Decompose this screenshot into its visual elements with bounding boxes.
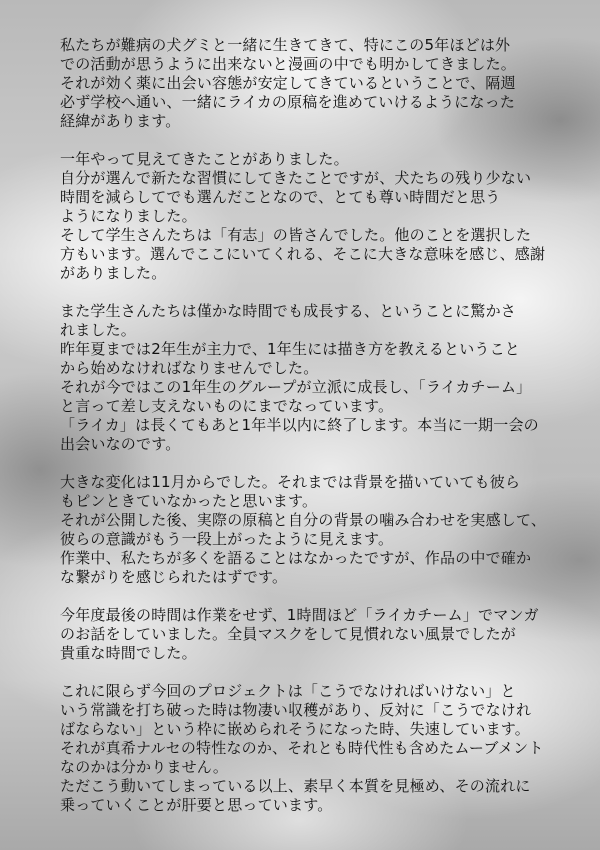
text-line: 私たちが難病の犬グミと一緒に生きてきて、特にこの5年ほどは外 (60, 36, 511, 54)
text-line: から始めなければなりませんでした。 (60, 359, 319, 377)
text-line: 方もいます。選んでここにいてくれる、そこに大きな意味を感じ、感謝 (60, 245, 546, 263)
paragraph (60, 302, 560, 454)
text-line: 乗っていくことが肝要と思っています。 (60, 796, 333, 814)
text-line: 彼らの意識がもう一段上がったように見えます。 (60, 530, 394, 548)
text-line: 「ライカ」は長くてもあと1年半以内に終了します。本当に一期一会の (60, 416, 539, 434)
paragraph (60, 473, 560, 587)
text-line: 今年度最後の時間は作業をせず、1時間ほど「ライカチーム」でマンガ (60, 606, 539, 624)
text-line: がありました。 (60, 264, 167, 282)
text-line: それが真希ナルセの特性なのか、それとも時代性も含めたムーブメント (60, 739, 544, 757)
text-line: のお話をしていました。全員マスクをして見慣れない風景でしたが (60, 625, 517, 643)
text-line: での活動が思うように出来ないと漫画の中でも明かしてきました。 (60, 55, 517, 73)
text-line: ようになりました。 (60, 207, 197, 225)
text-line: ただこう動いてしまっている以上、素早く本質を見極め、その流れに (60, 777, 531, 795)
text-line: また学生さんたちは僅かな時間でも成長する、ということに驚かさ (60, 302, 517, 320)
text-line: 時間を減らしてでも選んだことなので、とても尊い時間だと思う (60, 188, 501, 206)
paragraph (60, 36, 560, 131)
text-line: 経緯があります。 (60, 112, 181, 130)
text-line: 一年やって見えてきたことがありました。 (60, 150, 349, 168)
text-line: 作業中、私たちが多くを語ることはなかったですが、作品の中で確か (60, 549, 532, 567)
text-line: これに限らず今回のプロジェクトは「こうでなければいけない」と (60, 682, 516, 700)
paragraph (60, 606, 560, 663)
text-line: なのかは分かりません。 (60, 758, 229, 776)
text-line: それが公開した後、実際の原稿と自分の背景の噛み合わせを実感して、 (60, 511, 547, 529)
text-line: 貴重な時間でした。 (60, 644, 197, 662)
paragraph (60, 682, 560, 815)
text-line: 必ず学校へ通い、一緒にライカの原稿を進めていけるようになった (60, 93, 516, 111)
text-line: それが効く薬に出会い容態が安定してきているということで、隔週 (60, 74, 516, 92)
text-line: 昨年夏までは2年生が主力で、1年生には描き方を教えるということ (60, 340, 520, 358)
text-line: 自分が選んで新たな習慣にしてきたことですが、犬たちの残り少ない (60, 169, 532, 187)
text-line: それが今ではこの1年生のグループが立派に成長し、「ライカチーム」 (60, 378, 532, 396)
text-line: と言って差し支えないものにまでなっています。 (60, 397, 394, 415)
essay-text (60, 36, 560, 834)
text-line: な繋がりを感じられたはずです。 (60, 568, 288, 586)
text-line: いう常識を打ち破った時は物凄い収穫があり、反対に「こうでなけれ (60, 701, 532, 719)
text-line: れました。 (60, 321, 137, 339)
text-line: もピンときていなかったと思います。 (60, 492, 318, 510)
text-line: 大きな変化は11月からでした。それまでは背景を描いていても彼ら (60, 473, 521, 491)
paragraph (60, 150, 560, 283)
text-line: そして学生さんたちは「有志」の皆さんでした。他のことを選択した (60, 226, 532, 244)
text-line: ばならない」という枠に嵌められそうになった時、失速しています。 (60, 720, 531, 738)
text-line: 出会いなのです。 (60, 435, 181, 453)
